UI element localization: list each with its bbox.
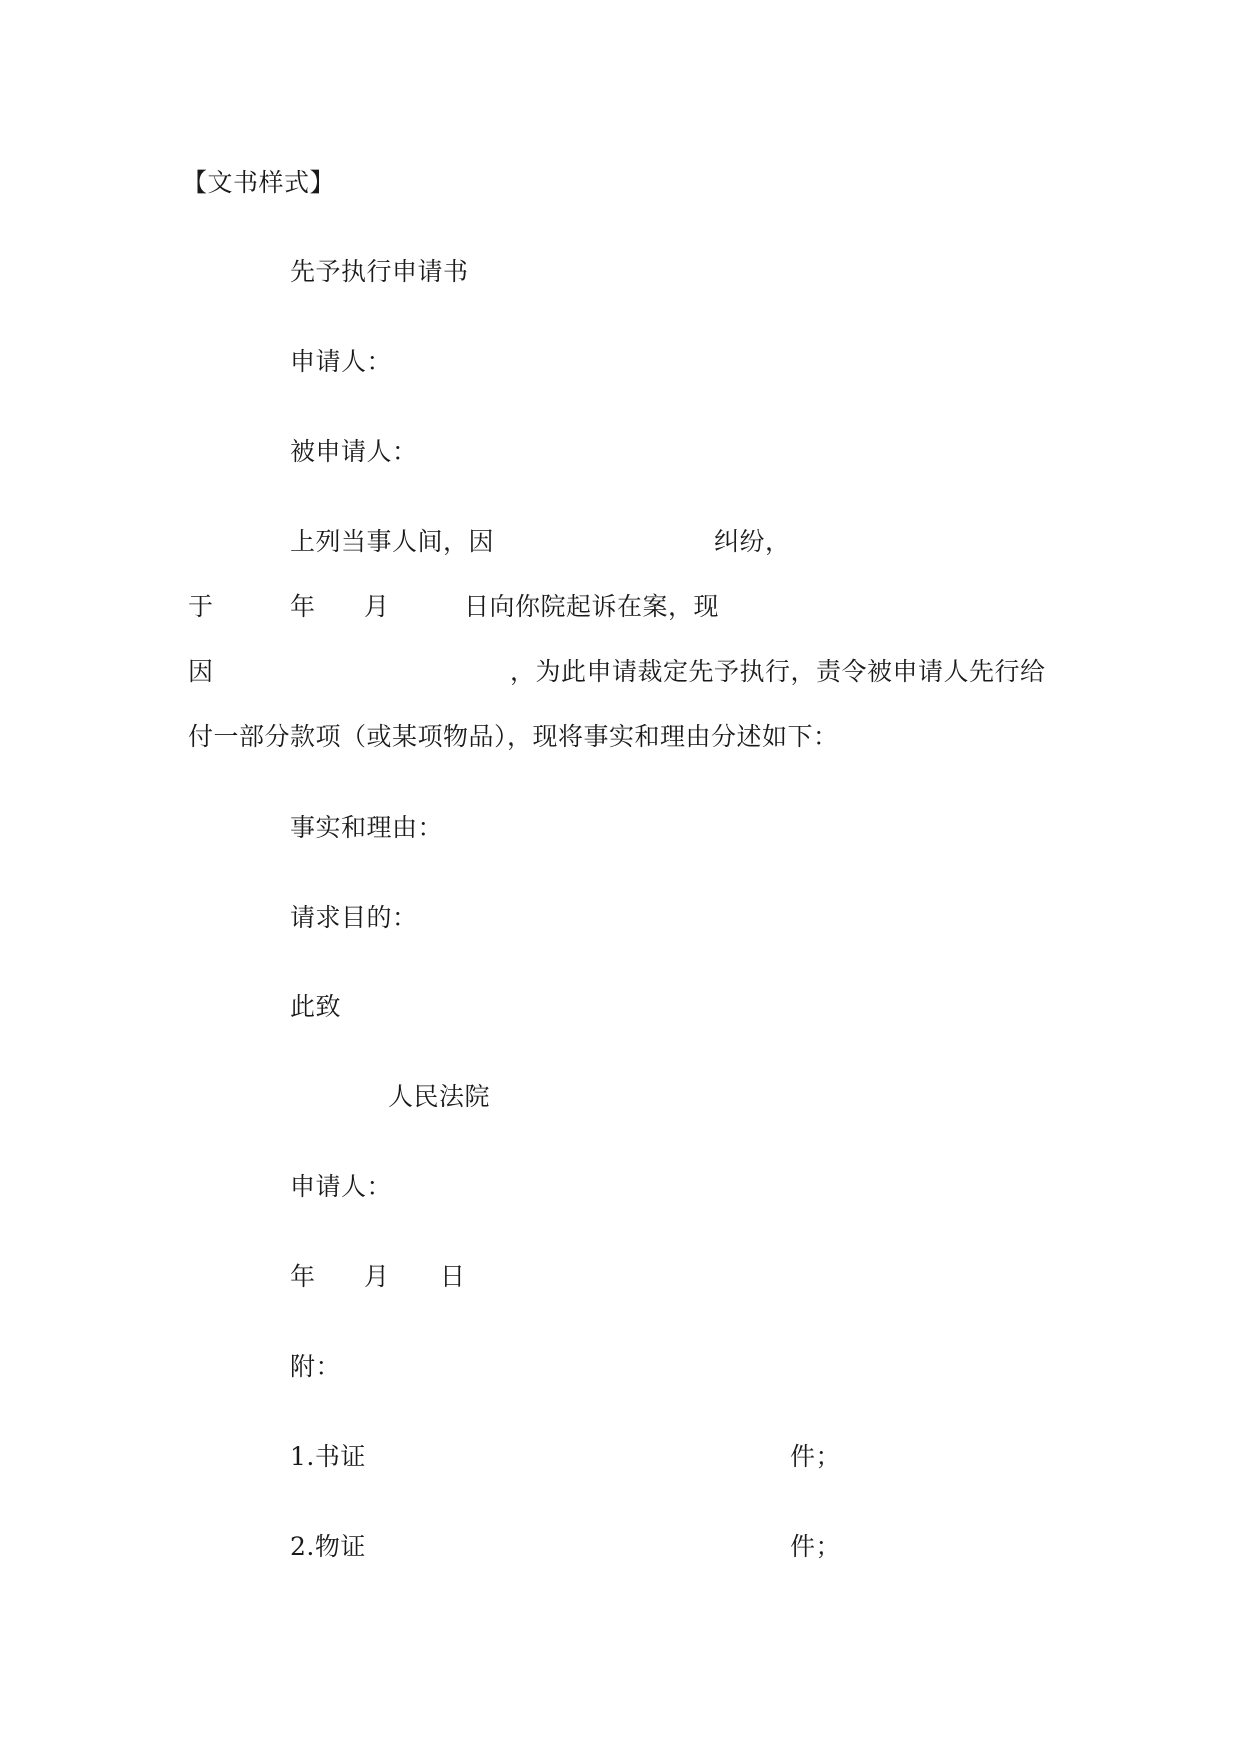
date-year: 年	[290, 1262, 316, 1291]
body-line4: 付一部分款项（或某项物品），现将事实和理由分述如下：	[188, 722, 839, 751]
body-line2-yu: 于	[188, 592, 214, 621]
attachment-label: 附：	[290, 1352, 342, 1381]
body-line2-month: 月	[364, 592, 390, 621]
salutation: 此致	[290, 992, 342, 1021]
attachment-item-unit: 件；	[790, 1442, 842, 1471]
attachment-item-label: 1.书证	[290, 1442, 366, 1471]
signature-label: 申请人：	[290, 1172, 393, 1201]
body-line3-yin: 因	[188, 657, 214, 686]
header-tag: 【文书样式】	[182, 168, 336, 197]
body-line1-prefix: 上列当事人间，因	[290, 527, 495, 556]
purpose-label: 请求目的：	[290, 903, 418, 932]
date-month: 月	[364, 1262, 390, 1291]
applicant-label: 申请人：	[290, 347, 393, 376]
body-line1-suffix: 纠纷，	[714, 527, 791, 556]
court-name: 人民法院	[388, 1082, 491, 1111]
body-line2-rest: 日向你院起诉在案，现	[464, 592, 720, 621]
attachment-item-unit: 件；	[790, 1532, 842, 1561]
document-title: 先予执行申请书	[290, 257, 469, 286]
facts-label: 事实和理由：	[290, 813, 444, 842]
respondent-label: 被申请人：	[290, 437, 418, 466]
date-day: 日	[440, 1262, 466, 1291]
body-line2-year: 年	[290, 592, 316, 621]
attachment-item-label: 2.物证	[290, 1532, 366, 1561]
body-line3-rest: ，为此申请裁定先予执行，责令被申请人先行给	[510, 657, 1046, 686]
